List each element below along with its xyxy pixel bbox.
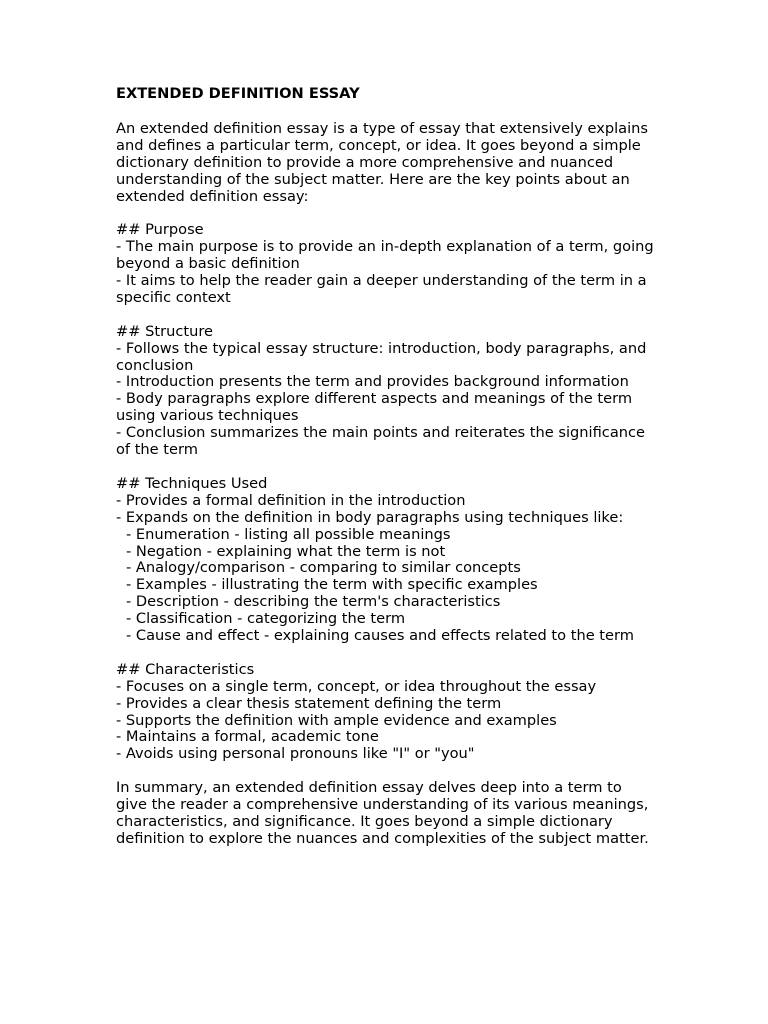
characteristics-item: - Provides a clear thesis statement defining the term [116, 694, 502, 712]
purpose-section [116, 221, 659, 307]
technique-subitem: - Description - describing the term's characteristics [126, 593, 501, 611]
summary-paragraph: In summary, an extended definition essay delves deep into a term to give the reader a comprehensive understanding of its various meanings, characteristics, and significance. It goes beyond a simple dictionary definition to explore the nuances and complexities of the subject matter. [116, 779, 649, 847]
technique-subitem: - Enumeration - listing all possible meanings [126, 525, 451, 543]
structure-section [116, 324, 656, 459]
characteristics-section [116, 662, 656, 763]
purpose-item: - It aims to help the reader gain a deeper understanding of the term in a specific context [116, 272, 652, 306]
technique-subitem: - Negation - explaining what the term is not [126, 542, 446, 560]
structure-heading: ## Structure [116, 322, 213, 340]
characteristics-heading: ## Characteristics [116, 660, 255, 678]
intro-paragraph: An extended definition essay is a type of essay that extensively explains and defines a particular term, concept, or idea. It goes beyond a simple dictionary definition to provide a more comprehensive and nuanced understanding of the subject matter. Here are the key points about an extended definition essay: [116, 119, 649, 205]
techniques-item: - Expands on the definition in body paragraphs using techniques like: [116, 508, 624, 526]
structure-item: - Body paragraphs explore different aspects and meanings of the term using various techniques [116, 390, 637, 425]
structure-item: - Introduction presents the term and provides background information [116, 373, 629, 391]
characteristics-item: - Avoids using personal pronouns like "I" or "you" [116, 745, 475, 763]
purpose-heading: ## Purpose [116, 221, 204, 239]
technique-subitem: - Cause and effect - explaining causes and effects related to the term [126, 627, 634, 645]
technique-subitem: - Classification - categorizing the term [126, 610, 406, 628]
document-title: EXTENDED DEFINITION ESSAY [116, 85, 360, 102]
technique-subitem: - Examples - illustrating the term with specific examples [126, 576, 538, 594]
characteristics-item: - Supports the definition with ample evidence and examples [116, 711, 557, 729]
characteristics-item: - Maintains a formal, academic tone [116, 728, 379, 746]
techniques-section [116, 476, 656, 645]
techniques-heading: ## Techniques Used [116, 474, 268, 492]
characteristics-item: - Focuses on a single term, concept, or idea throughout the essay [116, 677, 597, 695]
structure-item: - Follows the typical essay structure: introduction, body paragraphs, and conclusion [116, 339, 652, 374]
technique-subitem: - Analogy/comparison - comparing to similar concepts [126, 559, 521, 577]
document-page [116, 85, 659, 865]
structure-item: - Conclusion summarizes the main points and reiterates the significance of the term [116, 424, 650, 459]
purpose-item: - The main purpose is to provide an in-depth explanation of a term, going beyond a basic definition [116, 238, 659, 273]
techniques-item: - Provides a formal definition in the introduction [116, 491, 466, 509]
